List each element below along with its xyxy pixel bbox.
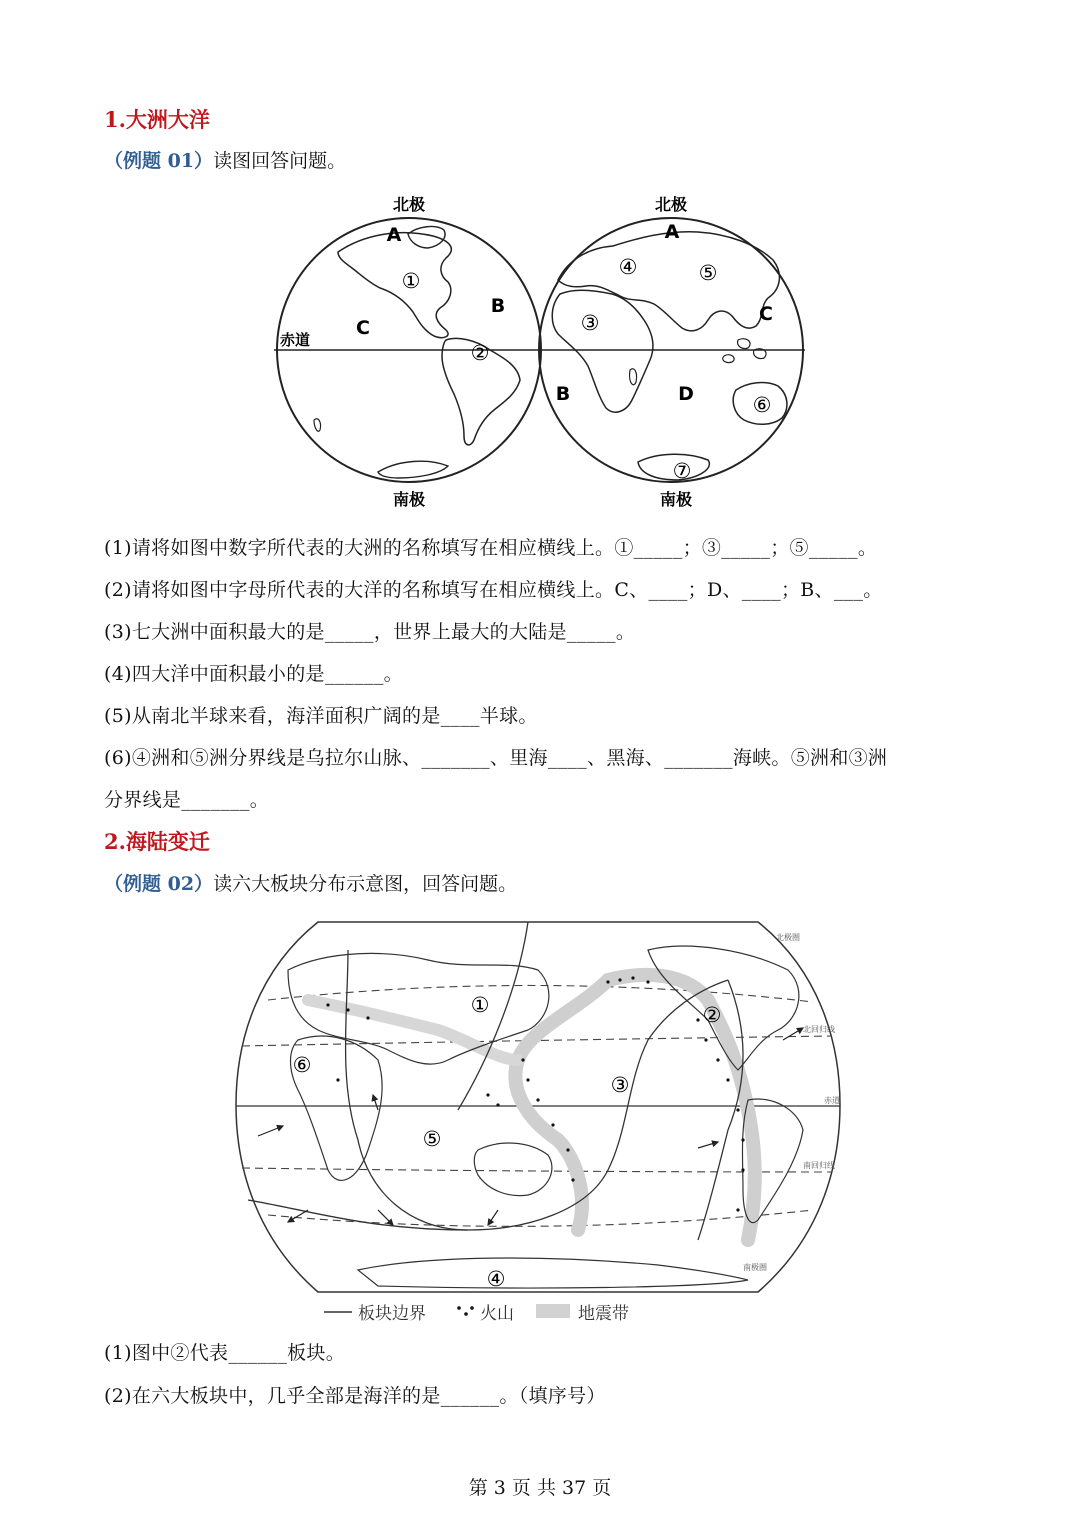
legend-volcano-symbol <box>457 1306 461 1310</box>
section-title-continents-oceans: 1.大洲大洋 <box>104 107 210 132</box>
ocean-b-east: B <box>555 383 571 405</box>
section-title-sea-land-change: 2.海陆变迁 <box>104 829 210 854</box>
greenland-shape <box>408 227 445 248</box>
ocean-a-west: A <box>386 224 402 246</box>
plate-6-label: ⑥ <box>292 1053 312 1077</box>
question-1-6-continued: 分界线是_______。 <box>104 789 270 811</box>
tropic-south-label: 南回归线 <box>803 1161 835 1170</box>
equator-label: 赤道 <box>824 1096 840 1105</box>
map-legend <box>324 1304 629 1324</box>
arctic-circle-label: 北极圈 <box>776 933 800 942</box>
question-1-5: (5)从南北半球来看，海洋面积广阔的是____半球。 <box>104 705 538 727</box>
legend-volcano-label: 火山 <box>480 1304 514 1324</box>
ocean-a-east: A <box>664 221 680 243</box>
continent-6-label: ⑥ <box>752 393 772 417</box>
continent-2-label: ② <box>470 341 490 365</box>
question-1-4: (4)四大洋中面积最小的是______。 <box>104 663 403 685</box>
continent-7-label: ⑦ <box>672 459 692 483</box>
example-01 <box>104 146 346 173</box>
example-tag: （例题 02） <box>104 873 214 895</box>
legend-quake-label: 地震带 <box>578 1304 629 1324</box>
south-pole-label-east: 南极 <box>659 490 693 509</box>
ocean-b-west: B <box>490 295 506 317</box>
question-2-2: (2)在六大板块中，几乎全部是海洋的是______。（填序号） <box>104 1385 606 1407</box>
plate-2-label: ② <box>702 1003 722 1027</box>
legend-quake-symbol <box>536 1304 570 1318</box>
antarctica-west-shape <box>378 461 448 478</box>
plate-map <box>228 910 848 1330</box>
continent-1-label: ① <box>401 269 421 293</box>
pacific-island-shape <box>314 419 321 432</box>
question-2-1: (1)图中②代表______板块。 <box>104 1342 346 1364</box>
plate-3-label: ③ <box>610 1073 630 1097</box>
antarctic-circle-label: 南极圈 <box>743 1263 767 1272</box>
north-america-shape <box>338 233 451 338</box>
example-text: 读六大板块分布示意图，回答问题。 <box>213 873 518 895</box>
plate-5-label: ⑤ <box>422 1127 442 1151</box>
example-tag: （例题 01） <box>104 150 214 172</box>
plate-1-label: ① <box>470 993 490 1017</box>
continent-5-label: ⑤ <box>698 261 718 285</box>
hemisphere-map <box>268 190 813 515</box>
example-text: 读图回答问题。 <box>213 150 347 172</box>
madagascar-shape <box>630 369 637 385</box>
question-1-2: (2)请将如图中字母所代表的大洋的名称填写在相应横线上。C、____；D、____；B、___。 <box>104 579 883 601</box>
question-1-1: (1)请将如图中数字所代表的大洲的名称填写在相应横线上。①_____；③_____；⑤_____。 <box>104 537 878 559</box>
continent-4-label: ④ <box>618 255 638 279</box>
equator-label: 赤道 <box>280 331 311 349</box>
tropic-north-label: 北回归线 <box>803 1025 835 1034</box>
page-footer: 第 3 页 共 37 页 <box>468 1477 612 1499</box>
ocean-c-east: C <box>759 303 773 325</box>
south-pole-label-west: 南极 <box>392 490 426 509</box>
continent-3-label: ③ <box>580 311 600 335</box>
legend-boundary-label: 板块边界 <box>358 1304 426 1324</box>
ocean-c-west: C <box>356 317 370 339</box>
question-1-6: (6)④洲和⑤洲分界线是乌拉尔山脉、_______、里海____、黑海、_______海峡。⑤洲和③洲 <box>104 747 888 769</box>
ocean-d-east: D <box>678 383 694 405</box>
example-02 <box>104 869 517 896</box>
plate-4-label: ④ <box>486 1267 506 1291</box>
north-pole-label-west: 北极 <box>392 195 426 214</box>
question-1-3: (3)七大洲中面积最大的是_____，世界上最大的大陆是_____。 <box>104 621 636 643</box>
plate-map-figure <box>228 910 848 1330</box>
hemisphere-map-figure <box>268 190 813 515</box>
north-pole-label-east: 北极 <box>654 195 688 214</box>
